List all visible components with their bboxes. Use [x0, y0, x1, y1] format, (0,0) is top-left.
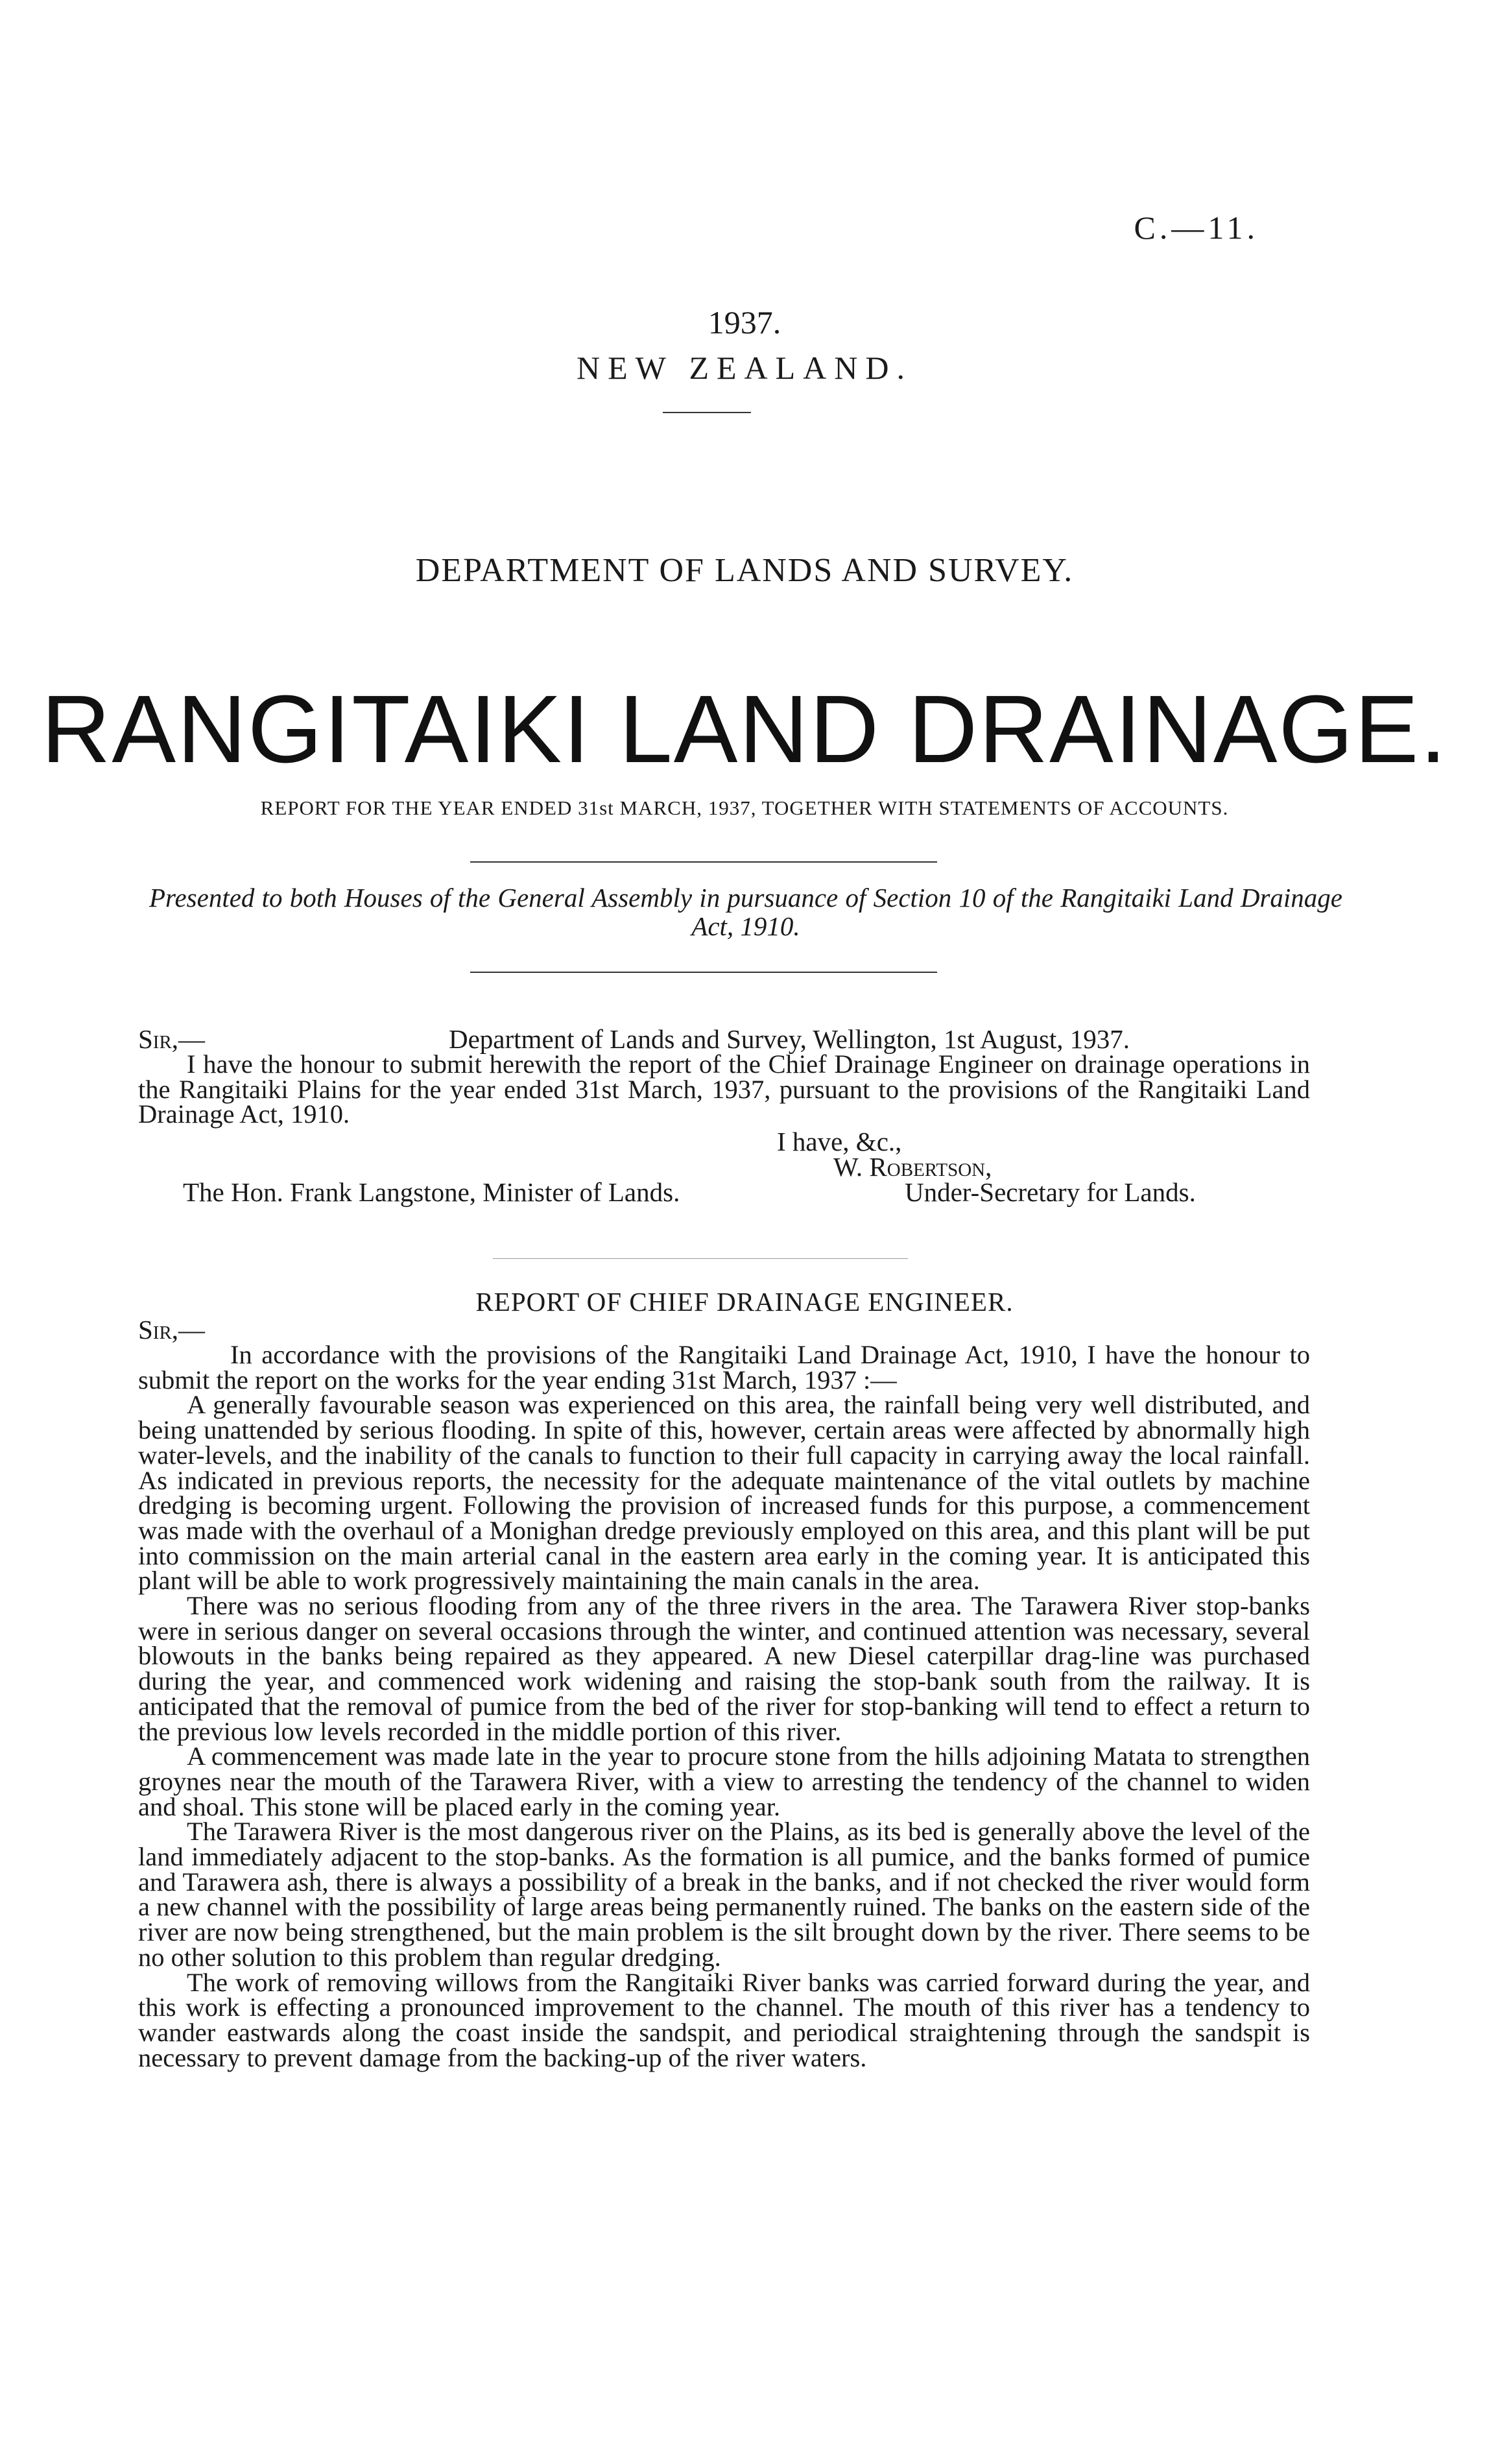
short-divider	[663, 412, 751, 413]
country-heading: NEW ZEALAND.	[577, 350, 912, 386]
report-subtitle: REPORT FOR THE YEAR ENDED 31st MARCH, 1937, TOGETHER WITH STATEMENTS OF ACCOUNTS.	[260, 796, 1229, 819]
report-paragraph: The Tarawera River is the most dangerous river on the Plains, as its bed is generally above the level of the land immediately adjacent to the stop-banks. As the formation is all pumice, and the banks formed of pumice and Tarawera ash, there is always a possibility of a break in the banks, and if not checked the river would form a new channel with the possibility of large areas being permanently ruined. The banks on the eastern side of the river are now being strengthened, but the main problem is the silt brought down by the river. There seems to be no other solution to this problem than regular dredging.	[138, 1817, 1310, 1972]
report-paragraph: A commencement was made late in the year to procure stone from the hills adjoining Matata to strengthen groynes near the mouth of the Tarawera River, with a view to arresting the tendency of the channel to widen and shoal. This stone will be placed early in the coming year.	[138, 1741, 1310, 1821]
presented-top-rule	[470, 861, 937, 863]
presented-bottom-rule	[470, 972, 937, 973]
signatory-title: Under-Secretary for Lands.	[905, 1177, 1196, 1207]
report-paragraph: There was no serious flooding from any of the three rivers in the area. The Tarawera River stop-banks were in serious danger on several occasions through the winter, and continued attention was necessary, several blowouts in the banks being repaired as they appeared. A new Diesel caterpillar drag-line was purchased during the year, and commenced work widening and raising the stop-bank south from the railway. It is anticipated that the removal of pumice from the bed of the river for stop-banking will tend to effect a return to the previous low levels recorded in the middle portion of this river.	[138, 1591, 1310, 1746]
presented-note: Presented to both Houses of the General Assembly in pursuance of Section 10 of the Rangitaiki Land Drainage Act, 1910.	[149, 883, 1342, 941]
letter-divider	[493, 1258, 908, 1259]
document-reference: C.—11.	[1134, 209, 1259, 246]
letter-salutation: Sir,—	[138, 1024, 206, 1054]
report-title: RANGITAIKI LAND DRAINAGE.	[41, 676, 1448, 783]
report-salutation: Sir,—	[138, 1315, 206, 1345]
letter-dateline: Department of Lands and Survey, Wellington, 1st August, 1937.	[449, 1024, 1130, 1054]
letter-addressee: The Hon. Frank Langstone, Minister of Lands.	[183, 1177, 680, 1207]
report-paragraph: The work of removing willows from the Rangitaiki River banks was carried forward during the year, and this work is effecting a pronounced improvement to the channel. The mouth of this river has a tendency to wander eastwards along the coast inside the sandspit, and periodical straightening through the sandspit is necessary to prevent damage from the backing-up of the river waters.	[138, 1967, 1310, 2072]
report-paragraph: A generally favourable season was experienced on this area, the rainfall being very well distributed, and being unattended by serious flooding. In spite of this, however, certain areas were affected by abnormally high water-levels, and the inability of the canals to function to their full capacity in carrying away the local rainfall. As indicated in previous reports, the necessity for the adequate maintenance of the vital outlets by machine dredging is becoming urgent. Following the provision of increased funds for this purpose, a commencement was made with the overhaul of a Monighan dredge previously employed on this area, and this plant will be put into commission on the main arterial canal in the eastern area early in the coming year. It is anticipated this plant will be able to work progressively maintaining the main canals in the area.	[138, 1390, 1310, 1596]
department-heading: DEPARTMENT OF LANDS AND SURVEY.	[415, 552, 1074, 589]
report-paragraph: In accordance with the provisions of the Rangitaiki Land Drainage Act, 1910, I have the honour to submit the report on the works for the year ending 31st March, 1937 :—	[138, 1340, 1310, 1394]
letter-signatory: W. Robertson,	[833, 1152, 992, 1182]
letter-body: I have the honour to submit herewith the report of the Chief Drainage Engineer on drainage operations in the Rangitaiki Plains for the year ended 31st March, 1937, pursuant to the provisions of the Rangitaiki Land Drainage Act, 1910.	[138, 1049, 1310, 1129]
report-body	[138, 1340, 1310, 2072]
report-heading: REPORT OF CHIEF DRAINAGE ENGINEER.	[475, 1287, 1014, 1317]
document-year: 1937.	[708, 304, 781, 341]
letter-closing: I have, &c.,	[777, 1127, 902, 1156]
